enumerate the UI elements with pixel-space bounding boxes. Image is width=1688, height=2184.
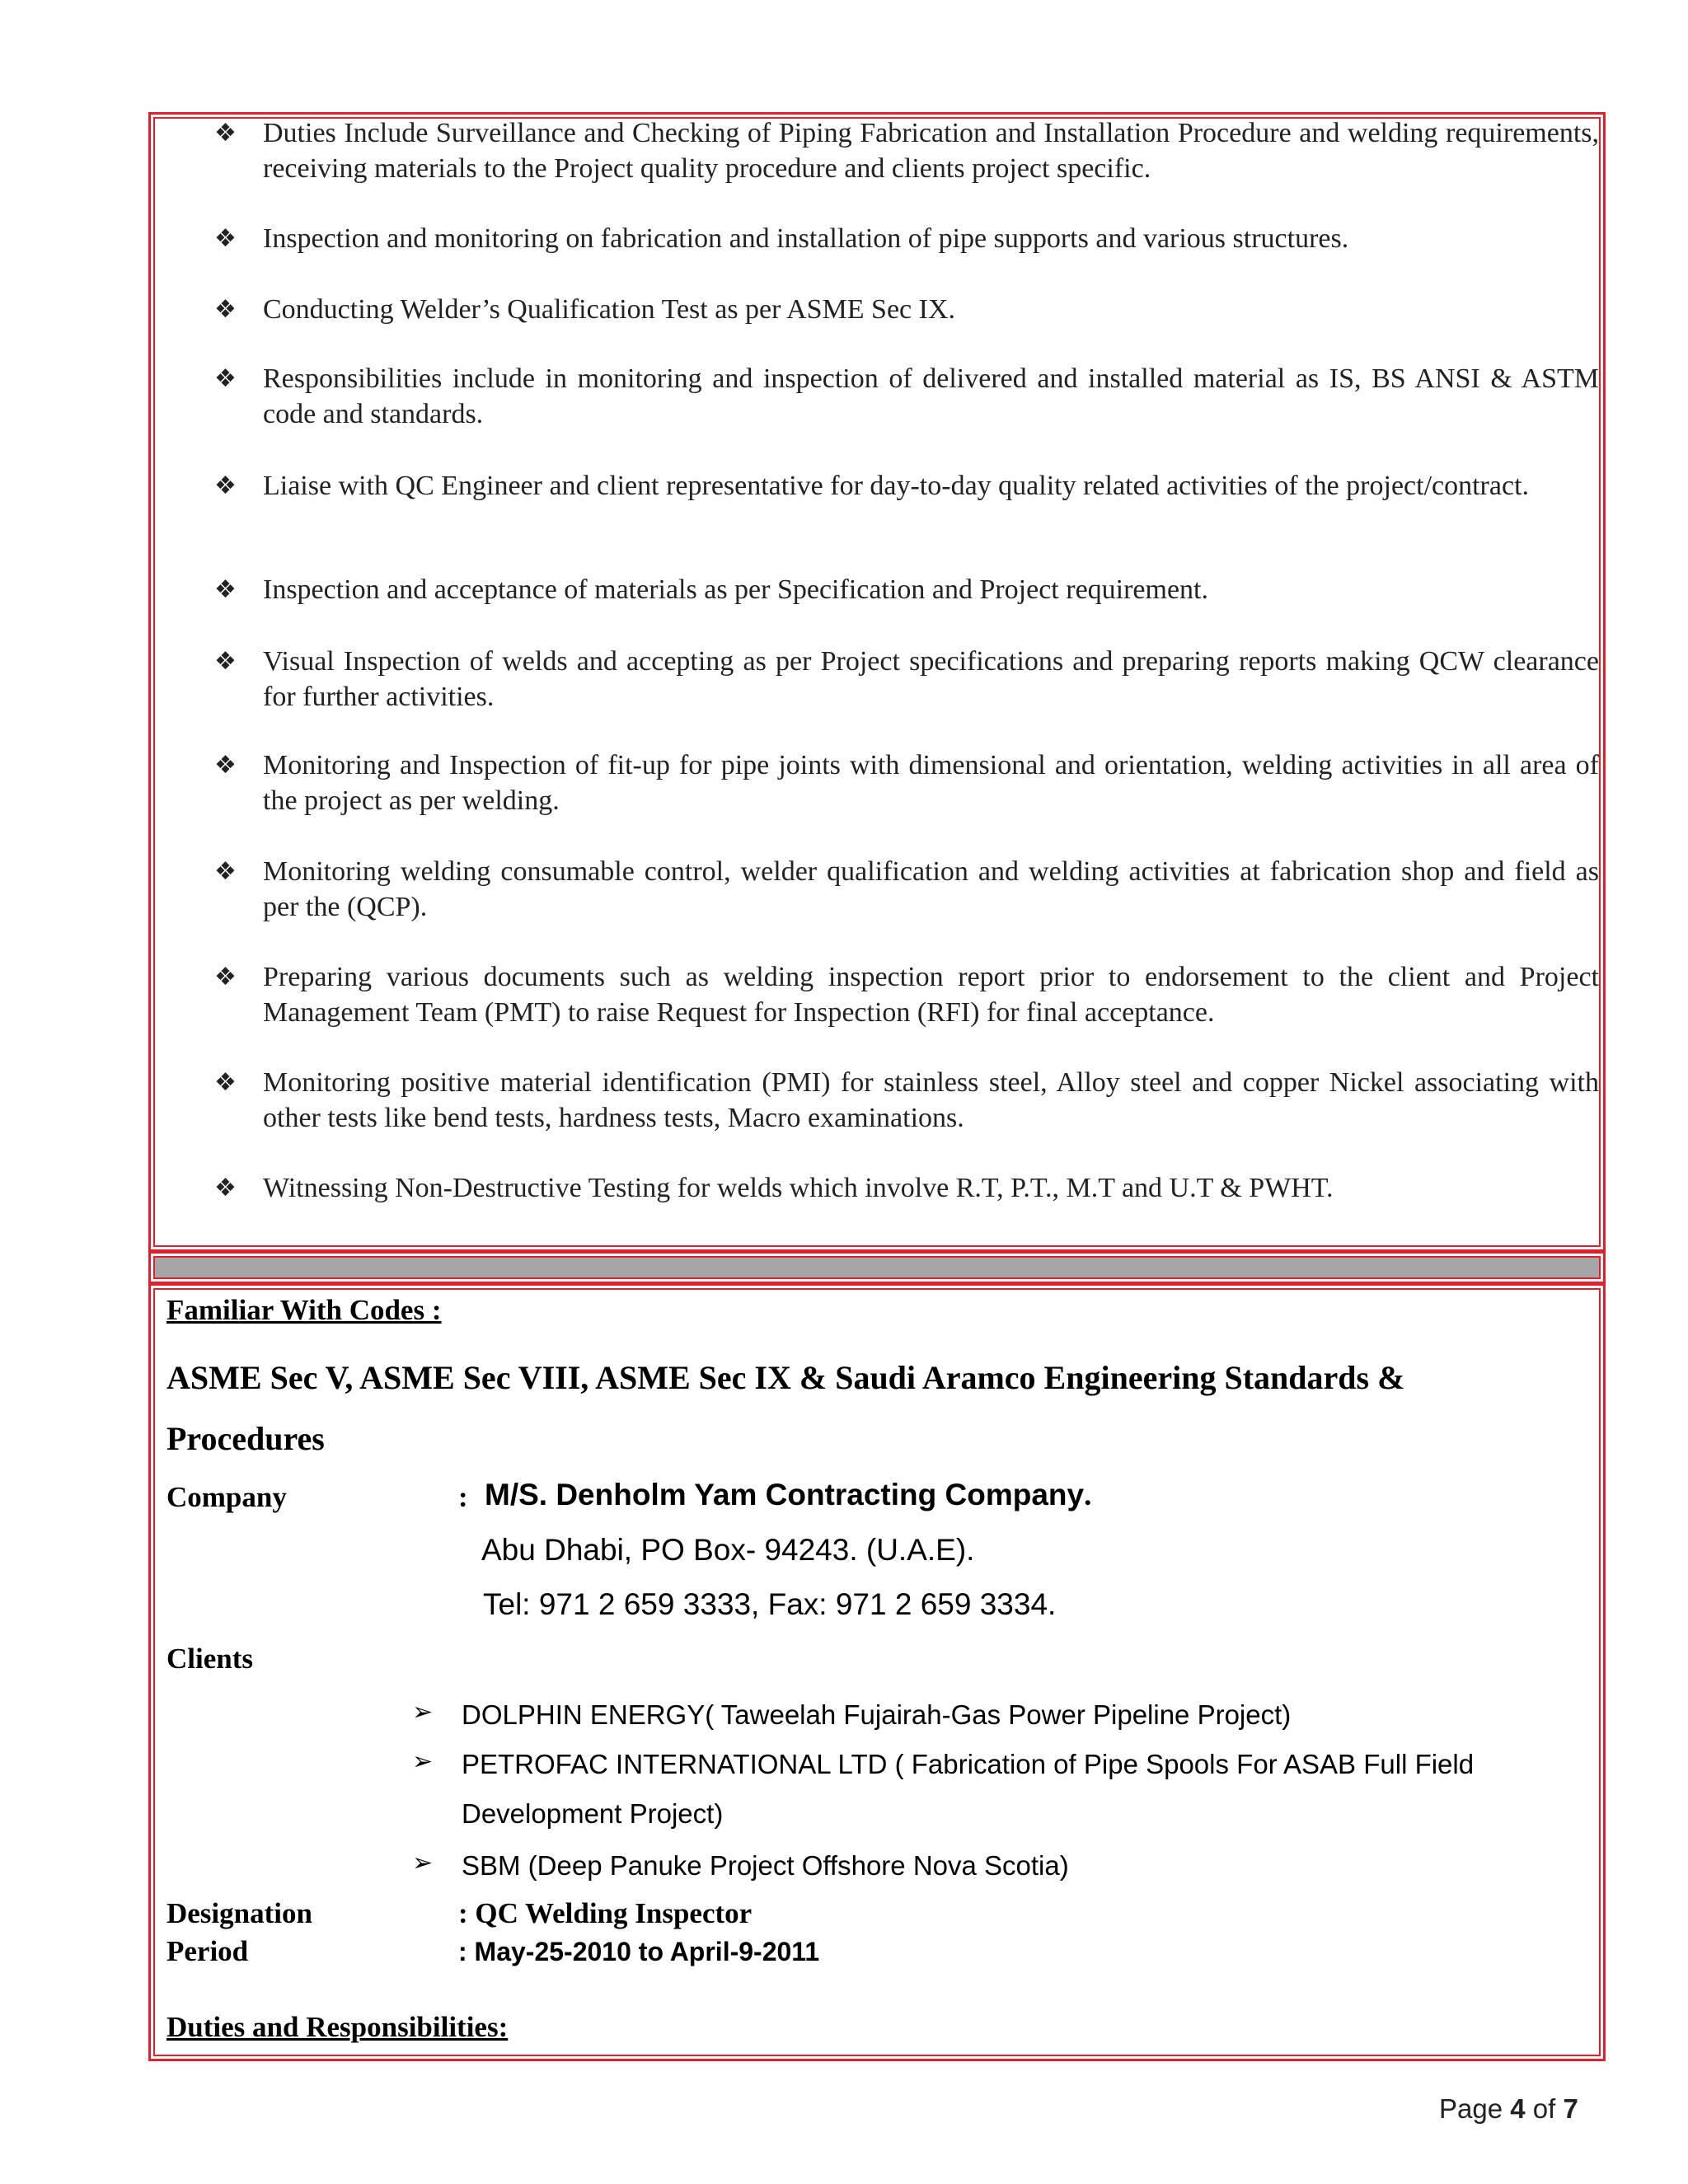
duty-text: Duties Include Surveillance and Checking of Piping Fabrication and Installation Procedure and welding requirements, receiving materials to the Project quality procedure and clients project specific.: [263, 118, 1599, 184]
experience-frame: [148, 1283, 1606, 2061]
company-colon: :: [458, 1481, 468, 1513]
list-item: [214, 468, 1599, 572]
company-address: Abu Dhabi, PO Box- 94243. (U.A.E).: [481, 1533, 975, 1567]
duty-text: Conducting Welder’s Qualification Test as per ASME Sec IX.: [263, 294, 956, 325]
diamond-bullet-icon: ❖: [214, 575, 237, 604]
list-item: [214, 959, 1599, 1065]
designation-value: : QC Welding Inspector: [458, 1897, 753, 1929]
list-item: [214, 748, 1599, 854]
client-item: DOLPHIN ENERGY( Taweelah Fujairah-Gas Power Pipeline Project): [462, 1699, 1292, 1730]
list-item: [214, 221, 1599, 292]
duties-heading: Duties and Responsibilities:: [166, 2011, 509, 2043]
diamond-bullet-icon: ❖: [214, 751, 237, 780]
diamond-bullet-icon: ❖: [214, 364, 237, 393]
arrowhead-bullet-icon: ➢: [412, 1698, 434, 1727]
codes-line: Procedures: [166, 1420, 325, 1457]
arrowhead-bullet-icon: ➢: [412, 1849, 434, 1877]
page-number: [1439, 2093, 1578, 2125]
list-item: [214, 644, 1599, 748]
diamond-bullet-icon: ❖: [214, 857, 237, 886]
duties-list: [214, 115, 1599, 1207]
client-item: PETROFAC INTERNATIONAL LTD ( Fabrication of Pipe Spools For ASAB Full Field: [462, 1749, 1475, 1779]
client-item: SBM (Deep Panuke Project Offshore Nova Scotia): [462, 1850, 1069, 1881]
list-item: [214, 572, 1599, 644]
diamond-bullet-icon: ❖: [214, 471, 237, 500]
duty-text: Visual Inspection of welds and accepting as per Project specifications and preparing reports making QCW clearance for further activities.: [263, 646, 1599, 712]
list-item: [214, 1065, 1599, 1170]
duty-text: Monitoring positive material identification (PMI) for stainless steel, Alloy steel and copper Nickel associating with other tests like bend tests, hardness tests, Macro examinations.: [263, 1067, 1599, 1133]
company-name-suffix: .: [1084, 1479, 1092, 1512]
list-item: [214, 1170, 1599, 1207]
duty-text: Responsibilities include in monitoring and inspection of delivered and installed material as IS, BS ANSI & ASTM code and standards.: [263, 363, 1599, 429]
of-word: of: [1532, 2093, 1556, 2124]
company-name-text: M/S. Denholm Yam Contracting Company: [485, 1478, 1085, 1511]
designation-label: Designation: [166, 1897, 312, 1929]
duty-text: Witnessing Non-Destructive Testing for welds which involve R.T, P.T., M.T and U.T & PWHT.: [263, 1173, 1334, 1203]
company-phone: Tel: 971 2 659 3333, Fax: 971 2 659 3334.: [483, 1587, 1057, 1621]
duty-text: Inspection and monitoring on fabrication and installation of pipe supports and various structures.: [263, 223, 1349, 254]
duty-text: Monitoring and Inspection of fit-up for pipe joints with dimensional and orientation, welding activities in all area of the project as per welding.: [263, 750, 1599, 816]
list-item: [214, 115, 1599, 221]
duty-text: Inspection and acceptance of materials as per Specification and Project requirement.: [263, 574, 1209, 605]
diamond-bullet-icon: ❖: [214, 224, 237, 253]
section-divider: [148, 1251, 1606, 1284]
current-page: 4: [1510, 2093, 1526, 2124]
total-pages: 7: [1563, 2093, 1578, 2124]
diamond-bullet-icon: ❖: [214, 963, 237, 991]
duty-text: Monitoring welding consumable control, welder qualification and welding activities at fabrication shop and field as per the (QCP).: [263, 856, 1599, 922]
company-label: Company: [166, 1481, 287, 1513]
diamond-bullet-icon: ❖: [214, 119, 237, 148]
page-word: Page: [1439, 2093, 1503, 2124]
period-value: : May-25-2010 to April-9-2011: [458, 1937, 820, 1966]
list-item: [214, 292, 1599, 361]
company-name: [485, 1478, 1091, 1513]
list-item: [214, 361, 1599, 468]
codes-heading: Familiar With Codes :: [166, 1294, 442, 1326]
diamond-bullet-icon: ❖: [214, 647, 237, 676]
client-item: Development Project): [462, 1798, 724, 1829]
diamond-bullet-icon: ❖: [214, 1174, 237, 1202]
codes-line: ASME Sec V, ASME Sec VIII, ASME Sec IX & Saudi Aramco Engineering Standards &: [166, 1359, 1405, 1396]
clients-label: Clients: [166, 1643, 253, 1675]
duty-text: Preparing various documents such as welding inspection report prior to endorsement to the client and Project Management Team (PMT) to raise Request for Inspection (RFI) for final acceptance.: [263, 962, 1599, 1028]
diamond-bullet-icon: ❖: [214, 295, 237, 324]
diamond-bullet-icon: ❖: [214, 1068, 237, 1097]
arrowhead-bullet-icon: ➢: [412, 1747, 434, 1776]
list-item: [214, 854, 1599, 959]
duty-text: Liaise with QC Engineer and client representative for day-to-day quality related activities of the project/contract.: [263, 471, 1530, 501]
period-label: Period: [166, 1935, 249, 1967]
